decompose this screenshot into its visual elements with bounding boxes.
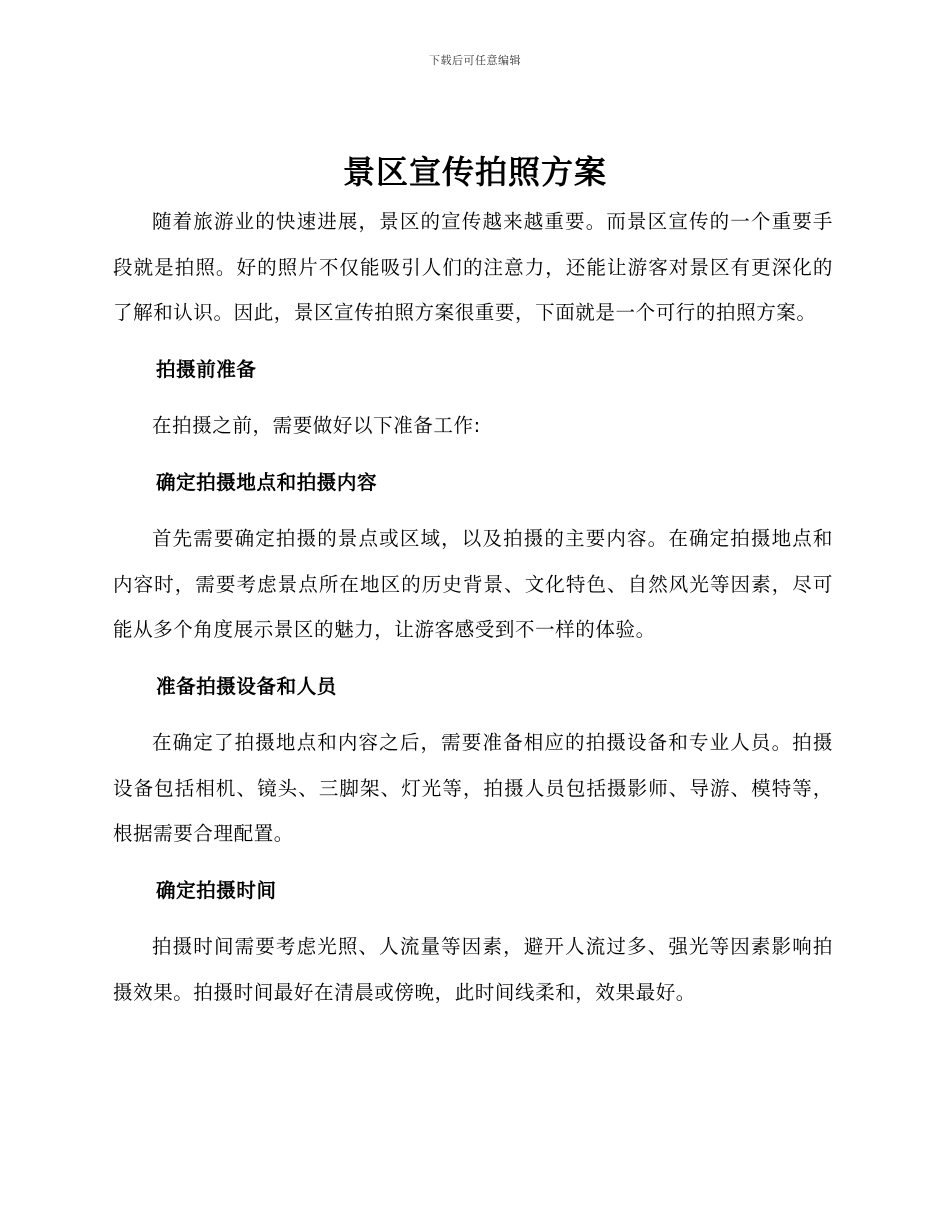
- section-paragraph-location: 首先需要确定拍摄的景点或区域，以及拍摄的主要内容。在确定拍摄地点和内容时，需要考虑景点所在地区的历史背景、文化特色、自然风光等因素，尽可能从多个角度展示景区的魅力，让游客感受到不一样的体验。: [113, 527, 833, 641]
- section-heading-preparation: 拍摄前准备: [156, 357, 257, 381]
- section-paragraph-timing: 拍摄时间需要考虑光照、人流量等因素，避开人流过多、强光等因素影响拍摄效果。拍摄时间最好在清晨或傍晚，此时间线柔和，效果最好。: [113, 935, 833, 1004]
- header-note: 下载后可任意编辑: [429, 54, 521, 67]
- section-heading-location: 确定拍摄地点和拍摄内容: [156, 470, 378, 494]
- section-paragraph-equipment: 在确定了拍摄地点和内容之后，需要准备相应的拍摄设备和专业人员。拍摄设备包括相机、镜头、三脚架、灯光等，拍摄人员包括摄影师、导游、模特等，根据需要合理配置。: [113, 731, 833, 845]
- document-title: 景区宣传拍照方案: [342, 153, 607, 191]
- section-heading-timing: 确定拍摄时间: [156, 878, 277, 902]
- document-body: [113, 199, 833, 1015]
- intro-paragraph: 随着旅游业的快速进展，景区的宣传越来越重要。而景区宣传的一个重要手段就是拍照。好的照片不仅能吸引人们的注意力，还能让游客对景区有更深化的了解和认识。因此，景区宣传拍照方案很重要，下面就是一个可行的拍照方案。: [113, 210, 833, 324]
- section-heading-equipment: 准备拍摄设备和人员: [156, 674, 337, 698]
- section-paragraph-preparation: 在拍摄之前，需要做好以下准备工作:: [152, 414, 481, 437]
